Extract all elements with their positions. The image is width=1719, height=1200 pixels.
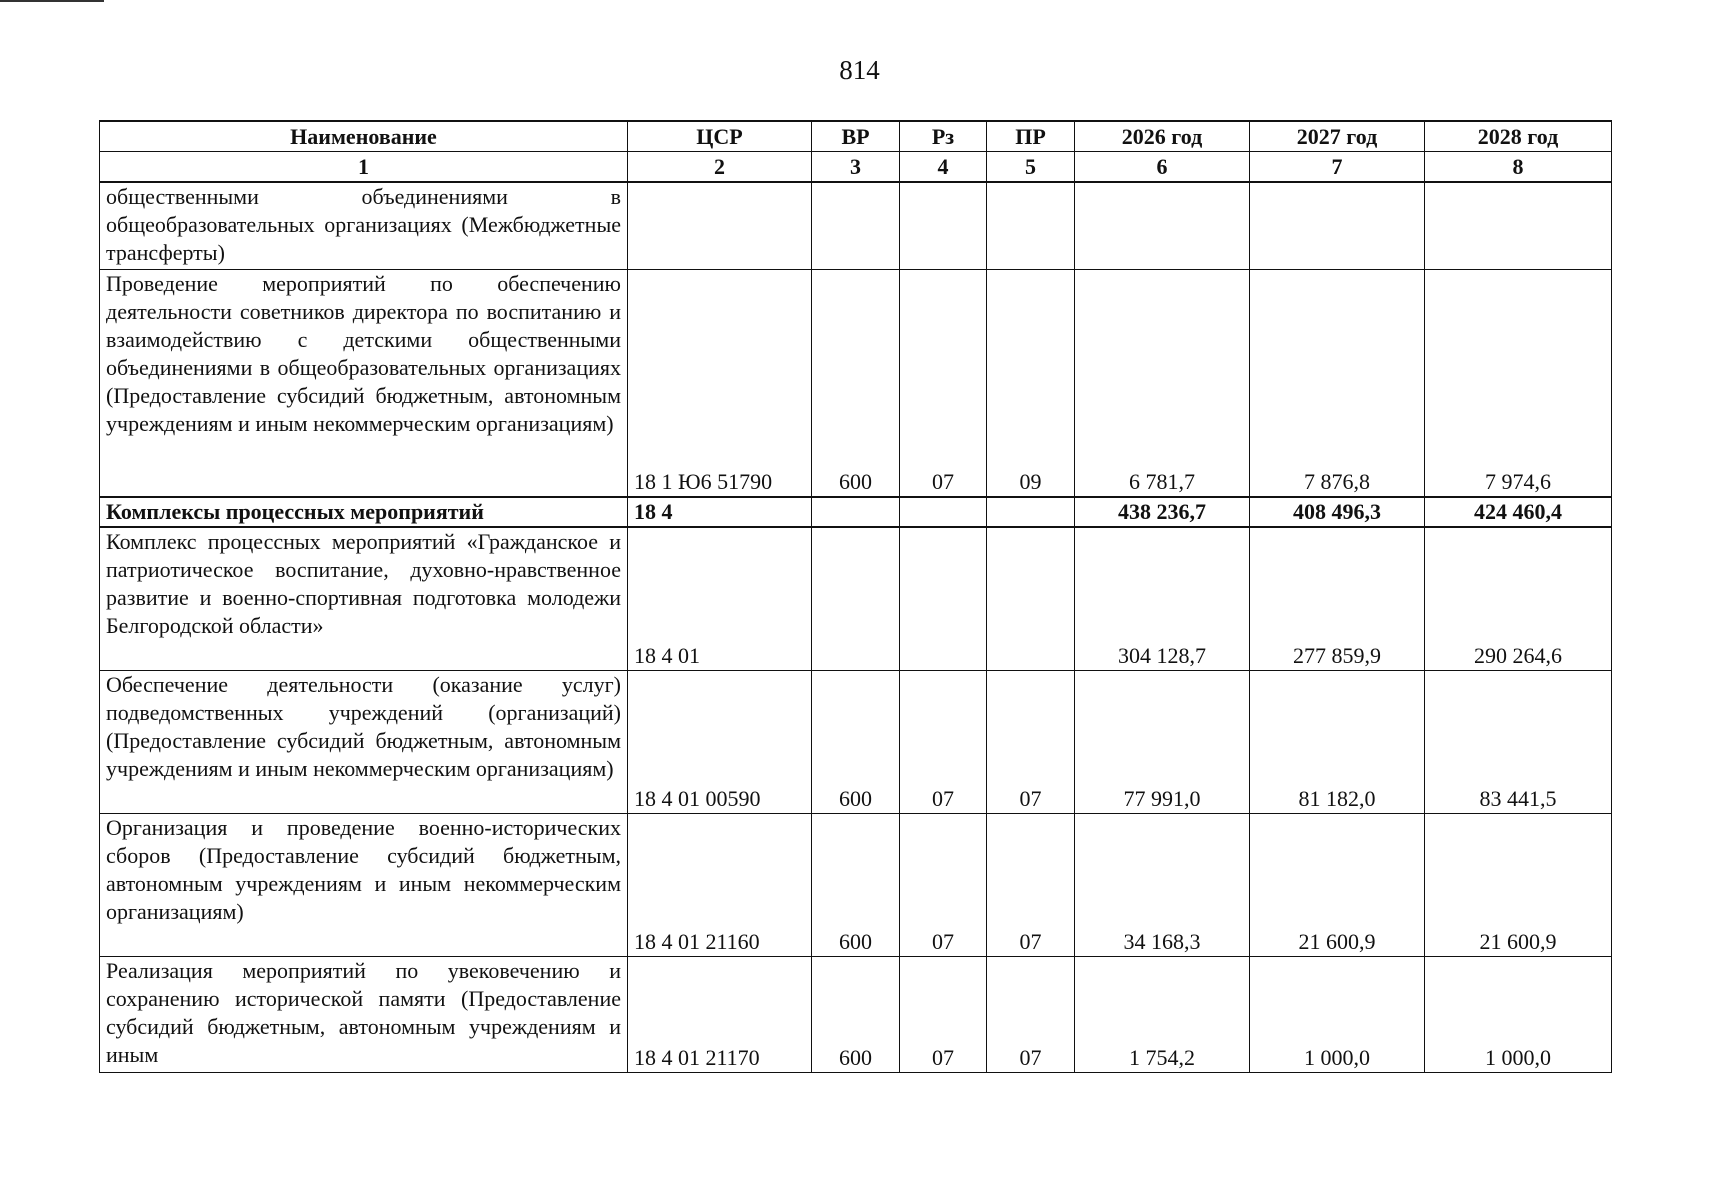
table-header-row — [100, 121, 1612, 152]
row-2027: 7 876,8 — [1250, 269, 1425, 497]
row-2026: 438 236,7 — [1075, 497, 1250, 527]
header-vr: ВР — [812, 121, 900, 152]
row-name: Обеспечение деятельности (оказание услуг) подведомственных учреждений (организаций) (Предоставление субсидий бюджетным, автономным учреждениям и иным некоммерческим организациям) — [100, 670, 628, 813]
row-csr: 18 1 Ю6 51790 — [628, 269, 812, 497]
row-csr: 18 4 — [628, 497, 812, 527]
row-vr: 600 — [812, 956, 900, 1072]
header-rz: Рз — [900, 121, 987, 152]
page-number: 814 — [839, 55, 880, 85]
column-number: 4 — [900, 152, 987, 183]
row-pr: 07 — [987, 956, 1075, 1072]
row-name: общественными объединениями в общеобразовательных организациях (Межбюджетные трансферты) — [100, 182, 628, 269]
table-row — [100, 956, 1612, 1072]
row-2027: 277 859,9 — [1250, 527, 1425, 670]
row-rz — [900, 182, 987, 269]
row-name: Проведение мероприятий по обеспечению деятельности советников директора по воспитанию и взаимодействию с детскими общественными объединениями в общеобразовательных организациях (Предоставление субсидий бюджетным, автономным учреждениям и иным некоммерческим организациям) — [100, 269, 628, 497]
column-number: 6 — [1075, 152, 1250, 183]
row-vr: 600 — [812, 813, 900, 956]
column-number: 7 — [1250, 152, 1425, 183]
table-row — [100, 813, 1612, 956]
header-2026: 2026 год — [1075, 121, 1250, 152]
row-2027: 408 496,3 — [1250, 497, 1425, 527]
row-2027 — [1250, 182, 1425, 269]
scan-artifact-line — [0, 0, 104, 2]
row-2026: 34 168,3 — [1075, 813, 1250, 956]
column-number: 1 — [100, 152, 628, 183]
row-vr — [812, 527, 900, 670]
row-2028: 83 441,5 — [1425, 670, 1612, 813]
row-pr — [987, 182, 1075, 269]
table-row — [100, 182, 1612, 269]
row-csr — [628, 182, 812, 269]
header-csr: ЦСР — [628, 121, 812, 152]
row-name: Реализация мероприятий по увековечению и сохранению исторической памяти (Предоставление субсидий бюджетным, автономным учреждениям и иным — [100, 956, 628, 1072]
row-csr: 18 4 01 00590 — [628, 670, 812, 813]
row-csr: 18 4 01 — [628, 527, 812, 670]
row-2028: 290 264,6 — [1425, 527, 1612, 670]
row-rz: 07 — [900, 813, 987, 956]
header-2028: 2028 год — [1425, 121, 1612, 152]
row-pr — [987, 527, 1075, 670]
row-2027: 21 600,9 — [1250, 813, 1425, 956]
row-rz: 07 — [900, 670, 987, 813]
row-2026 — [1075, 182, 1250, 269]
table-row — [100, 527, 1612, 670]
row-csr: 18 4 01 21170 — [628, 956, 812, 1072]
row-vr: 600 — [812, 269, 900, 497]
column-number: 5 — [987, 152, 1075, 183]
column-number: 8 — [1425, 152, 1612, 183]
column-number: 3 — [812, 152, 900, 183]
row-2027: 81 182,0 — [1250, 670, 1425, 813]
row-2028 — [1425, 182, 1612, 269]
row-name: Комплексы процессных мероприятий — [100, 497, 628, 527]
row-rz: 07 — [900, 269, 987, 497]
row-pr: 07 — [987, 670, 1075, 813]
row-rz — [900, 527, 987, 670]
column-number-row — [100, 152, 1612, 183]
row-2026: 77 991,0 — [1075, 670, 1250, 813]
row-2028: 7 974,6 — [1425, 269, 1612, 497]
row-csr: 18 4 01 21160 — [628, 813, 812, 956]
row-rz — [900, 497, 987, 527]
row-rz: 07 — [900, 956, 987, 1072]
column-number: 2 — [628, 152, 812, 183]
row-pr: 09 — [987, 269, 1075, 497]
header-2027: 2027 год — [1250, 121, 1425, 152]
budget-table — [99, 120, 1612, 1073]
row-name: Организация и проведение военно-исторических сборов (Предоставление субсидий бюджетным, автономным учреждениям и иным некоммерческим организациям) — [100, 813, 628, 956]
table-row — [100, 670, 1612, 813]
row-vr: 600 — [812, 670, 900, 813]
table-row-subtotal — [100, 497, 1612, 527]
row-2028: 21 600,9 — [1425, 813, 1612, 956]
row-name: Комплекс процессных мероприятий «Гражданское и патриотическое воспитание, духовно-нравственное развитие и военно-спортивная подготовка молодежи Белгородской области» — [100, 527, 628, 670]
row-vr — [812, 182, 900, 269]
row-2026: 6 781,7 — [1075, 269, 1250, 497]
row-2026: 1 754,2 — [1075, 956, 1250, 1072]
row-2026: 304 128,7 — [1075, 527, 1250, 670]
row-2028: 424 460,4 — [1425, 497, 1612, 527]
table-row — [100, 269, 1612, 497]
row-vr — [812, 497, 900, 527]
row-pr — [987, 497, 1075, 527]
row-2027: 1 000,0 — [1250, 956, 1425, 1072]
row-pr: 07 — [987, 813, 1075, 956]
header-name: Наименование — [100, 121, 628, 152]
header-pr: ПР — [987, 121, 1075, 152]
row-2028: 1 000,0 — [1425, 956, 1612, 1072]
